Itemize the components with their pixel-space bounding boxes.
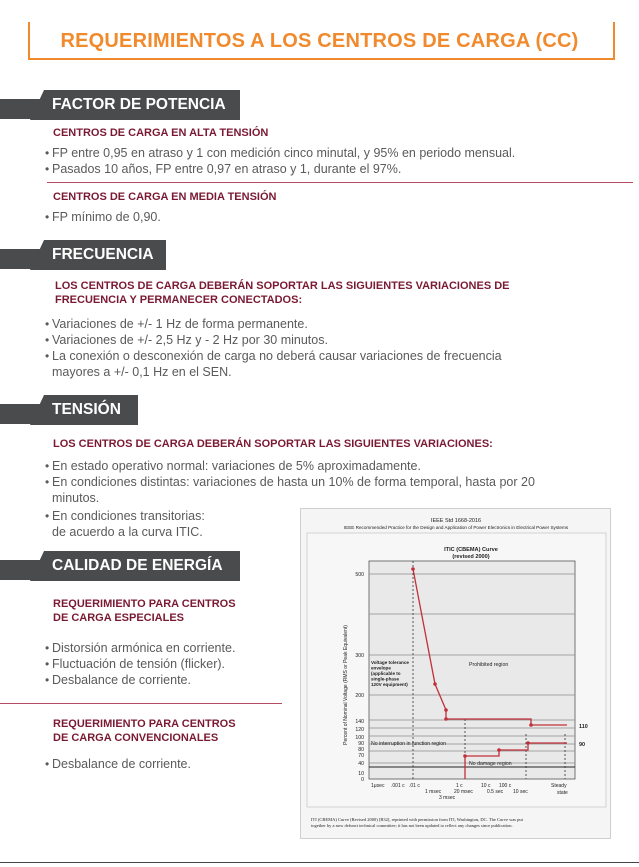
intro-frecuencia-line2: FRECUENCIA Y PERMANECER CONECTADOS: xyxy=(55,294,303,306)
region-no-interruption: No interruption in function region xyxy=(371,741,446,747)
x-tick-label: 100 c xyxy=(499,783,512,789)
subheading-convencionales-1: REQUERIMIENTO PARA CENTROS xyxy=(53,718,236,730)
list-item-continuation: mayores a +/- 0,1 Hz en el SEN. xyxy=(52,365,232,379)
annotation-tolerance: Voltage tolerance envelope (applicable to single-phase 120V equipment) xyxy=(371,660,409,687)
list-item: • En estado operativo normal: variaciones de 5% aproximadamente. xyxy=(45,459,421,473)
x-tick-label: 1 msec xyxy=(425,789,442,795)
x-tick-label: .001 c xyxy=(391,783,405,789)
label-110: 110 xyxy=(579,724,588,730)
list-item: • Fluctuación de tensión (flicker). xyxy=(45,657,225,671)
y-tick-label: 80 xyxy=(358,747,364,753)
section-header-tension xyxy=(0,395,138,425)
list-item-continuation: de acuerdo a la curva ITIC. xyxy=(52,525,203,539)
x-tick-label: 3 msec xyxy=(439,795,456,801)
list-item: • Pasados 10 años, FP entre 0,97 en atraso y 1, durante el 97%. xyxy=(45,162,402,176)
figure-caption-line2: together by a now defunct technical committee; it has not been updated to reflect any changes since publication. xyxy=(311,823,513,828)
divider xyxy=(0,703,282,704)
list-item: • Desbalance de corriente. xyxy=(45,757,191,771)
list-item: • Desbalance de corriente. xyxy=(45,673,191,687)
x-tick-label: 1μsec xyxy=(371,783,385,789)
x-tick-label: 20 msec xyxy=(454,789,473,795)
list-item: • Variaciones de +/- 2,5 Hz y - 2 Hz por 30 minutos. xyxy=(45,333,328,347)
section-header-calidad xyxy=(0,551,240,581)
chart-title: ITIC (CBEMA) Curve xyxy=(444,547,498,553)
list-item-continuation: minutos. xyxy=(52,491,100,505)
region-no-damage: No damage region xyxy=(469,761,512,767)
section-header-frecuencia xyxy=(0,240,166,270)
region-prohibited: Prohibited region xyxy=(469,662,509,668)
y-tick-label: 140 xyxy=(355,719,364,725)
y-tick-label: 0 xyxy=(361,777,364,783)
itic-figure xyxy=(300,508,611,839)
list-item: • En condiciones transitorias: xyxy=(45,509,205,523)
list-item: • Variaciones de +/- 1 Hz de forma permanente. xyxy=(45,317,308,331)
chart-subtitle: (revised 2000) xyxy=(452,554,490,560)
y-tick-label: 90 xyxy=(358,741,364,747)
x-tick-label: state xyxy=(557,790,568,796)
list-item: • FP mínimo de 0,90. xyxy=(45,210,161,224)
y-tick-label: 300 xyxy=(355,653,364,659)
y-axis-label: Percent of Nominal Voltage (RMS or Peak Equivalent) xyxy=(343,625,349,745)
y-tick-label: 200 xyxy=(355,693,364,699)
intro-frecuencia-line1: LOS CENTROS DE CARGA DEBERÁN SOPORTAR LAS SIGUIENTES VARIACIONES DE xyxy=(55,280,510,292)
section-header-factor xyxy=(0,90,240,120)
y-tick-label: 40 xyxy=(358,761,364,767)
y-tick-label: 120 xyxy=(355,727,364,733)
y-tick-label: 500 xyxy=(355,572,364,578)
divider xyxy=(47,182,633,183)
x-tick-label: 1 c xyxy=(456,783,463,789)
y-tick-label: 70 xyxy=(358,753,364,759)
page-title: REQUERIMIENTOS A LOS CENTROS DE CARGA (CC) xyxy=(60,30,579,52)
list-item: • Distorsión armónica en corriente. xyxy=(45,641,236,655)
list-item: • FP entre 0,95 en atraso y 1 con medición cinco minutal, y 95% en periodo mensual. xyxy=(45,146,516,160)
x-tick-label: .01 c xyxy=(409,783,420,789)
label-90: 90 xyxy=(579,742,585,748)
section-title-factor: FACTOR DE POTENCIA xyxy=(52,96,226,113)
figure-caption-line1: ITI (CBEMA) Curve (Revised 2000) [B32], reprinted with permission from ITI, Washington, DC. The Curve was put xyxy=(311,817,523,822)
list-item: • La conexión o desconexión de carga no deberá causar variaciones de frecuencia xyxy=(45,349,502,363)
intro-tension: LOS CENTROS DE CARGA DEBERÁN SOPORTAR LAS SIGUIENTES VARIACIONES: xyxy=(53,438,493,450)
section-title-frecuencia: FRECUENCIA xyxy=(52,246,154,263)
x-tick-label: 0.5 sec xyxy=(487,789,504,795)
x-tick-label: 10 sec xyxy=(513,789,528,795)
subheading-especiales-2: DE CARGA ESPECIALES xyxy=(53,612,185,624)
list-item: • En condiciones distintas: variaciones de hasta un 10% de forma temporal, hasta por 20 xyxy=(45,475,535,489)
subheading-media: CENTROS DE CARGA EN MEDIA TENSIÓN xyxy=(53,191,277,203)
y-tick-label: 10 xyxy=(358,771,364,777)
x-tick-label: 10 c xyxy=(481,783,491,789)
section-title-tension: TENSIÓN xyxy=(52,401,121,418)
subheading-especiales-1: REQUERIMIENTO PARA CENTROS xyxy=(53,598,236,610)
figure-header-std: IEEE Std 1668-2016 xyxy=(430,518,482,524)
itic-chart xyxy=(301,509,612,840)
y-tick-label: 100 xyxy=(355,735,364,741)
figure-header-title: IEEE Recommended Practice for the Design and Application of Power Electronics in Electrical Power Systems xyxy=(343,525,569,530)
subheading-convencionales-2: DE CARGA CONVENCIONALES xyxy=(53,732,219,744)
subheading-alta: CENTROS DE CARGA EN ALTA TENSIÓN xyxy=(53,127,269,139)
section-title-calidad: CALIDAD DE ENERGÍA xyxy=(52,557,223,574)
page-bottom-rule xyxy=(0,862,639,863)
x-tick-label: Steady xyxy=(551,783,567,789)
